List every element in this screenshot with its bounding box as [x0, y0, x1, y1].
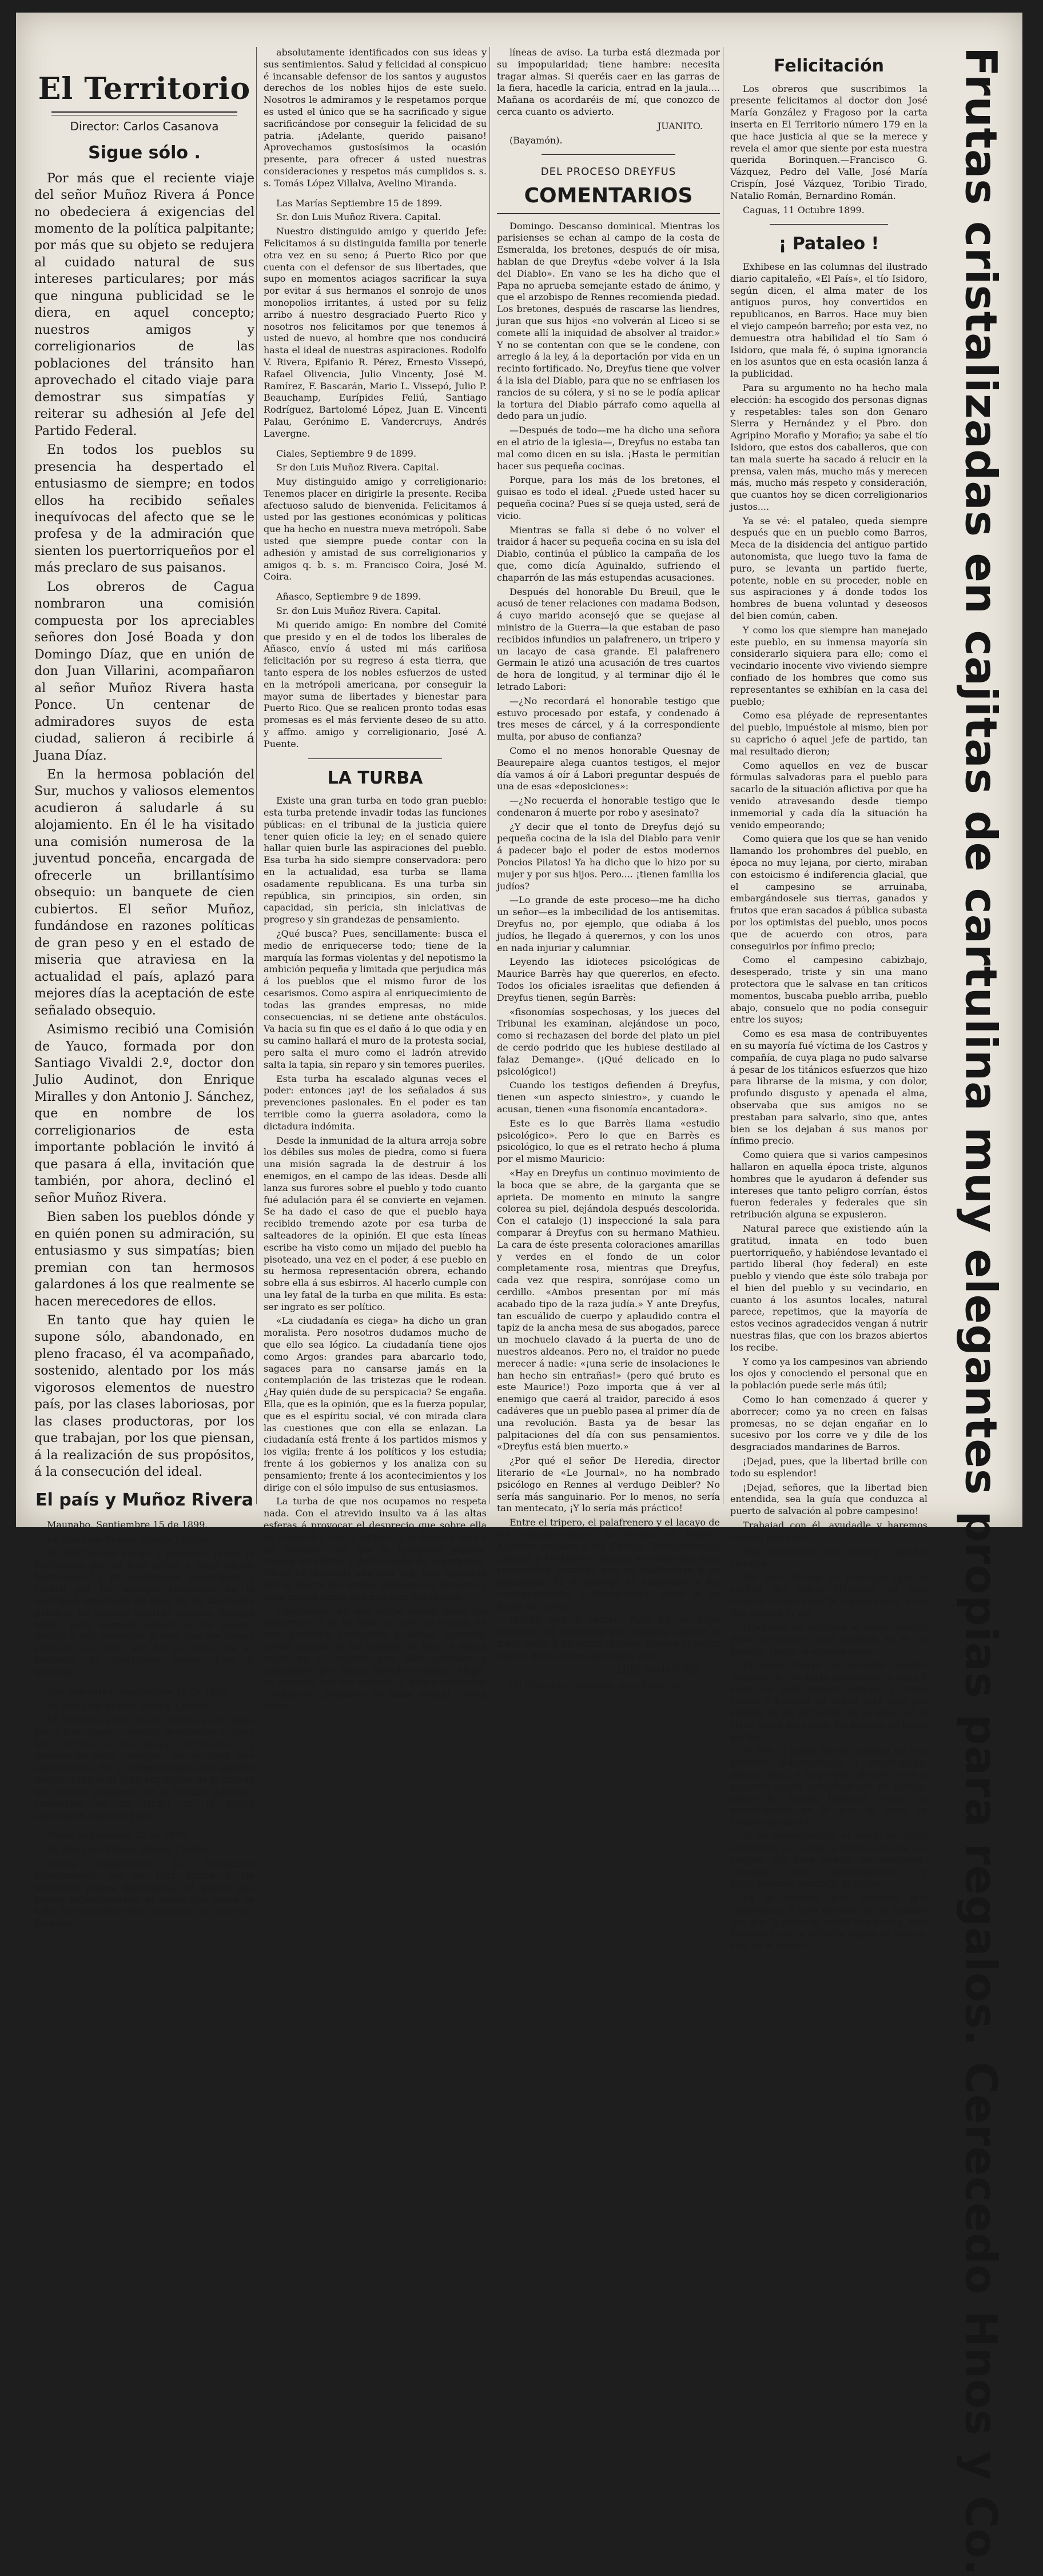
- article-paragraph: Como quiera que si varios campesinos hallaron en aquella época triste, algunos hombres que le ayudaron á defender sus intereses que tanto peligro corrían, éstos fueron federales y federales que sin retribución alguna se expusieron.: [730, 1149, 927, 1220]
- article-paragraph: En tanto que hay quien le supone sólo, abandonado, en pleno fracaso, él va acompañado, sostenido, alentado por los más vigorosos elementos de nuestro país, por las clases laboriosas, por las clases productoras, por los que trabajan, por los que piensan, á la realización de sus propósitos, á la consecución del ideal.: [34, 1313, 254, 1480]
- headline-sigue-solo: Sigue sólo .: [88, 143, 201, 163]
- column-3: [489, 47, 720, 1691]
- letter-body: Mi humilde, pero sincero saludo á tan digno jefe y á su digna consorte; deseándole á usted feliz arribo á las playas borincanas, y deseándole éxito completo en el ideal que sustentamos. Yo, el último soldado del ejército liberal, suplico al gran arquitecto de lo creado que pronto podamos ver al terruño adorado, convertido en un jardín de la Unión Americana. Adriano Pozo.: [34, 1715, 254, 1821]
- article-paragraph: Los obreros de Cagua nombraron una comisión compuesta por los apreciables señores don José Boada y don Domingo Díaz, que en unión de don Juan Villarini, acompañaron al señor Muñoz Rivera hasta Ponce. Un centenar de admiradores suyos de esta ciudad, salieron á recibirle á Juana Díaz.: [34, 580, 254, 763]
- letter-recipient: Sr don Luis Muñoz Rivera. Capital.: [276, 462, 439, 473]
- article-paragraph: ¡Dejad, señores, que la libertad bien entendida, sea la guía que conduzca al puerto de salvación al pobre campesino!: [730, 1481, 927, 1517]
- article-paragraph: ¡Magnate en embrión el señor Sierra! ¡Qué sarcasmo! ¡Qué atrevido es el tío Isidoro! ¡Vaya, la envidia reina!: [730, 1622, 927, 1656]
- letter-continuation: absolutamente identificados con sus ideas y sus sentimientos. Salud y felicidad al conspicuo é incansable defensor de los santos y augustos derechos de los nobles hijos de este suelo. Nosotros le admiramos y le respetamos porque es usted el único que se ha sacrificado y sigue sacrificándose por conseguir la felicidad de su patria. ¡Adelante, querido paisano! Aprovechamos gustosísimos la ocasión presente, para ofrecer á usted nuestras consideraciones y respetos más cumplidos s. s. s. Tomás López Villalva, Avelino Miranda.: [264, 47, 487, 189]
- article-paragraph: —Después de todo—me ha dicho una señora en el atrio de la iglesia—, Dreyfus no estaba tan mal como dicen en su isla. ¡Hasta le permitían hacer sus pequeña cocinas.: [497, 425, 720, 472]
- letter-body: Mi distinguido amigo y pariente. Doble la bienvenida por su feliz arribo á estas playas borincanas. Y mi felicitación espontánea y cordial por los trabajos realizados en la metrópoli americana en favor de las libertades públicas de nuestro querido terruño. Aunque tarde, pero siempre seguro es mi saludo, debido á mis dolencias graves que me tienen postrado en cama, ese fué el motivo de mi tardanza. Su afectísimo amigo, Juan T. Santiago.: [34, 1547, 254, 1678]
- article-paragraph: —¿No recuerda el honorable testigo que le condenaron á muerte por robo y asesinato?: [497, 795, 720, 818]
- article-paragraph: —Lo grande de este proceso—me ha dicho un señor—es la imbecilidad de los antisemitas. Dreyfus no, por ejemplo, que odiaba á los judíos, he llegado á querernos, y con los unos en nada injuriar y calumniar.: [497, 894, 720, 953]
- letter-recipient: Sr. don Luis Muñoz Rivera. Capital.: [47, 1844, 212, 1855]
- article-paragraph: Exhibese en las columnas del ilustrado diario capitaleño, «El País», el tío Isidoro, según dicen, el alma mater de los antiguos puros, hoy convertidos en republicanos, en Barros. Hace muy bien el viejo campeón barreño; por esta vez, no demuestra otra habilidad el tío Sam ó Isidoro, que mala fé, ó supina ignorancia en los asuntos que en esta ocasión lanza á la publicidad.: [730, 261, 927, 380]
- letter: [34, 1830, 254, 1929]
- article-paragraph: Desde la inmunidad de la altura arroja sobre los débiles sus moles de piedra, como si fuera una misión sagrada la de destruir á los enemigos, en el campo de las ideas. Desde allí lanza sus furores sobre el pueblo y todo cuanto fué adulación para él se convierte en vejamen. Se ha dado el caso de que el pueblo haya recibido tremendo azote por esa turba de salteadores de la opinión. El que esta líneas escribe ha visto como un mijado del pueblo ha pisoteado, una vez en el poder, á ese pueblo en su hermosa representación obrera, echando sobre ella á sus esbirros. Al hacerlo cumple con una ley fatal de la turba en que milita. Es esta: ser ingrato es ser político.: [264, 1135, 487, 1312]
- article-paragraph: Por más que el reciente viaje del señor Muñoz Rivera á Ponce no obedeciera á exigencias del momento de la política palpitante; por más que su objeto se redujera al cuidado natural de sus intereses particulares; por más que ninguna publicidad se le diera, en aquel concepto; nuestros amigos y correligionarios de las poblaciones del tránsito han aprovechado el citado viaje para demostrar sus simpatías y reiterar su adhesión al Jefe del Partido Federal.: [34, 171, 254, 438]
- headline-la-turba: LA TURBA: [327, 768, 423, 788]
- article-paragraph: En todos los pueblos su presencia ha despertado el entusiasmo de siempre; en todos ellos ha recibido señales inequívocas del afecto que se le profesa y de la admiración que sienten los puertorriqueños por el más preclaro de sus paisanos.: [34, 443, 254, 576]
- advertisement-text: Frutas cristalizadas en cajitas de cartulina muy elegantes propias para regalos. Cerecedo Hnos y Co.: [956, 47, 1007, 2576]
- article-paragraph: Como el campesino cabizbajo, desesperado, triste y sin una mano protectora que le salvase en tan críticos momentos, buscaba pueblo arriba, pueblo abajo, consuelo que no podía conseguir entre los suyos;: [730, 954, 927, 1025]
- article-paragraph: Leyendo las idioteces psicológicas de Maurice Barrès hay que quererlos, en efecto. Todos los oficiales israelitas que defienden á Dreyfus tienen, según Barrès:: [497, 956, 720, 1003]
- letter-date: Ciales, Septiembre 9 de 1899.: [276, 448, 417, 459]
- article-paragraph: ¡Ahora que á Marat. Pero no se haga ilusiones: no merecerá que ninguna Carlota le mate como á un perro rabioso. Porque el señor Barrès no es de los que dejan vivir....: [497, 1614, 720, 1661]
- article-paragraph: En la hermosa población del Sur, muchos y valiosos elementos acudieron á saludarle á su alojamiento. En él le ha visitado una comisión numerosa de la juventud ponceña, encargada de ofrecerle un brillantísimo obsequio: un banquete de cien cubiertos. El señor Muñoz, fundándose en razones políticas de gran peso y en el estado de miseria que atraviesa en la actualidad el país, aplazó para mejores días la aceptación de este señalado obsequio.: [34, 768, 254, 1018]
- article-paragraph: Domingo. Descanso dominical. Mientras los parisienses se echan al campo de la costa de Esmeralda, los bretones, después de oír misa, hablan de que Dreyfus «debe volver á la Isla del Diablo». En vano se les ha dicho que el Papa no aprueba semejante estado de ánimo, y que el arzobispo de Rennes recomienda piedad. Los bretones, después de rascarse las liendres, juran que sus hijos «no volverán al Liceo si se comete allí la iniquidad de absolver al traidor.» Y no se contentan con que se le condene, con arreglo á la ley, á la deportación por vida en un recinto fortificado. No, Dreyfus tiene que volver á la isla del Diablo, para que no se enfriasen los rancios de su cólera, y si no se le podía aplicar la tortura del Diablo párrafo como aquella al dedo para un judío.: [497, 220, 720, 422]
- section-divider: [542, 154, 675, 155]
- article-paragraph: Esta turba ha escalado algunas veces el poder: entonces ¡ay! de los señalados á sus prevenciones pasionales. En el poder es tan terrible como la guerra asoladora, como la dictadura indómita.: [264, 1073, 487, 1132]
- article-paragraph: Y como los que siempre han manejado este pueblo, en su inmensa mayoría sin considerarlo siquiera para ello; como el vecindario inocente vivo viviendo siempre confiado de los hombres que como sus representantes se exhibían en la casa del pueblo;: [730, 624, 927, 707]
- article-paragraph: Como aquellos en vez de buscar fórmulas salvadoras para el pueblo para sacarlo de la situación aflictiva por que ha venido atravesando desde tiempo inmemorial y cada día la situación ha venido empeorando;: [730, 760, 927, 830]
- article-paragraph: ¿Y decir que el tonto de Dreyfus dejó su pequeña cocina de la isla del Diablo para venir á padecer bajo el poder de estos modernos Poncios Pilatos! Ya ha dicho que lo hizo por su mujer y por sus hijos. Pero.... ¡tienen familia los judíos?: [497, 821, 720, 892]
- letter-date: San Sebastián, Septiembre 12 de 1899.: [47, 1686, 231, 1698]
- article-paragraph: Bien saben los pueblos dónde y en quién ponen su admiración, su entusiasmo y sus simpatías; bien premian con tan hermosos galardones á los que realmente se hacen merecedores de ellos.: [34, 1210, 254, 1309]
- article-signature: LUIS BONAFOUX.: [616, 1664, 703, 1675]
- headline-el-pais: El país y Muñoz Rivera: [35, 1489, 253, 1510]
- article-paragraph: Es el hombre más modesto que conocemos; y cosa extraña en un hombre que por la posición social que ocupa, está llamado á ser la primera figura en Barros. Hoy se le zahiere: [730, 1892, 927, 1951]
- headline-pataleo: ¡ Pataleo !: [778, 234, 879, 254]
- article-paragraph: Como quiera que los que se han venido llamando los prohombres del pueblo, en época no muy lejana, por cierto, miraban con estoicismo é indiferencia glacial, que el campesino se arruinaba, embargándosele sus tierras, ganados y frutos que eran sacados á pública subasta por los optimistas del pueblo, unos pocos que de acuerdo con otros, para conseguirlos por ínfimo precio;: [730, 833, 927, 952]
- letter-recipient: Sr. don Luis Muñoz Rivera. Capital.: [47, 1700, 212, 1712]
- article-paragraph: ¿Qué busca? Pues, sencillamente: busca el medio de enriquecerse todo; tiene de la marquía las formas violentas y del nepotismo la ambición pequeña y limitada que perjudica más á los pueblos que el mismo furor de los cesarismos. Como aspira al enriquecimiento de todas las grandes empresas, no mide consecuencias, ni se detiene ante obstáculos. Va hacia su fin que es el daño á lo que odia y en su camino hallará el muro de la protesta social, pero salta el muro como el ladrón atrevido salta la tapia, sin reparo y sin temores pueriles.: [264, 928, 487, 1070]
- article-paragraph: Natural parece que existiendo aún la gratitud, innata en todo buen puertorriqueño, y habiéndose levantado el partido liberal (hoy federal) en este pueblo y viendo que éste sólo trabaja por el bien del pueblo y su vecindario, en cuanto á los asuntos locales, natural parece, repetimos, que la mayoría de estos vecinos agradecidos vengan á nutrir nuestras filas, que con los brazos abiertos los recibe.: [730, 1223, 927, 1353]
- vertical-advertisement: [941, 47, 1021, 2576]
- article-paragraph: Finalmente: en ese grupo caben todas las impurezas, y se ha dado el caso, no escaso, de que hombres eminentes y almas honradas hayan pasado en un instante lo ideal y hayan caído en el camino que ellos—¡vadidos y engañados por falsas virtudes!—deben elegir, en acuerdo con sus nuevos—y nunca conocidos—políticos. ¡Hombres de alma buena! Sirvan estas: [264, 1605, 487, 1711]
- article-paragraph: ¡Dejad, pues, que la libertad brille con todo su esplendor!: [730, 1456, 927, 1479]
- letter: [264, 448, 487, 584]
- article-paragraph: ¿Por qué el señor De Heredia, director literario de «Le Journal», no ha nombrado psicólogo en Rennes al verdugo Deibler? No sería más sanguinario. Por lo menos, no sería tan mentecato, ¡Y lo sería más práctico!: [497, 1455, 720, 1514]
- headline-comentarios: COMENTARIOS: [497, 182, 720, 214]
- letter: [34, 1687, 254, 1822]
- masthead-title: El Territorio: [38, 71, 251, 106]
- article-paragraph: —¿No recordará el honorable testigo que estuvo procesado por estafa, y condenado á tres meses de cárcel, y á la correspondiente multa, por abuso de confianza?: [497, 695, 720, 742]
- article-paragraph: Porque, para los más de los bretones, el guisao es todo el ideal. ¿Puede usted hacer su pequeña cocina? Pues sí se queja usted, será de vicio.: [497, 474, 720, 521]
- letter-date: Maunabo, Septiembre 15 de 1899.: [47, 1519, 208, 1531]
- article-paragraph: Existe una gran turba en todo gran pueblo: esta turba pretende invadir todas las funciones públicas: en el tribunal de la justicia quiere tener quien oficie la ley; en el senado quiere hallar quien burle las aspiraciones del pueblo. Esa turba ha sido siempre conservadora: pero en la actualidad, esa turba se llama osadamente republicana. Es una turba sin república, sin principios, sin orden, sin capacidad, sin pericia, sin iniciativas de progreso y sin grandezas de pensamiento.: [264, 795, 487, 925]
- article-paragraph: Para su argumento no ha hecho mala elección: ha escogido dos personas dignas y respetables: tales son don Genaro Sierra y Hernández y el Pbro. don Agripino Morafio y Morafio; ya sabe el tío Isidoro, que estos dos caballeros, que con tan mala suerte ha sacado á relucir en la prensa, valen más, mucho más y merecen más, mucho más respeto y consideración, que cuantos hoy se dicen correligionarios justos....: [730, 382, 927, 512]
- felicitacion-date: Caguas, 11 Octubre 1899.: [743, 204, 865, 215]
- article-paragraph: Este es lo que Barrès llama «estudio psicológico». Pero lo que en Barrès es psicológico, lo que es el retrato hecho á pluma por el mismo Mauricio:: [497, 1117, 720, 1165]
- letter: [264, 198, 487, 440]
- article-paragraph: Como lo han comenzado á querer y aborrecer; como ya no creen en falsas promesas, no se dejan engañar en lo sucesivo por los corre ve y dile de los desgraciados mandarines de Barros.: [730, 1394, 927, 1453]
- section-divider: [770, 224, 888, 225]
- article-paragraph: Esto ennoblece, esto eleva y el pueblo se salva.....: [730, 1545, 927, 1569]
- column-1: [34, 47, 254, 1928]
- article-paragraph: Trabajad con él, ayudadle y haremos buenos patriotas!: [730, 1520, 927, 1543]
- article-paragraph: Si hoy el señor Sierra disfruta de una posición independiente y desahogada, débelo, pues, á su propio esfuerzo, y es el segundo mayor contribuyente de Barros, jamás ha dejado traslucir asomo de pretensiones, es lo que se lama un hombre modesto.: [730, 1745, 927, 1828]
- section-divider: [308, 758, 442, 759]
- article-paragraph: «Hay en Dreyfus un continuo movimiento de la boca que se abre, de la garganta que se aprieta. De momento en minuto la sangre colorea su piel, dejándola después descolorida. Con el catalejo (1) inspeccioné la sala para comparar á Dreyfus con su hermano Mathieu. La cara de éste presenta coloraciones amarillas y verdes en el fondo de un color completamente rosa, mientras que Dreyfus, cada vez que respira, sonrójase como un cerdillo. «Ambos presentan por mí más acabado tipo de la raza judía.» Y ante Dreyfus, tan escuálido de cuerpo y aplaudido contra el tapiz de la ancha mesa de sus abogados, parece un mochuelo clavado á la puerta de uno de nuestros aldeanos. Pero no, el traidor no puede merecer á nadie: «¡una serie de insolaciones le han hecho sin entrañas!» (pero qué bruto es este Maurice!) Pozo importa que á ver al enemigo que caerá al traidor, parecido á esos cadáveres que un pueblo pasea al primer día de una revolución. Basta ya de besar las palpitaciones del día con sus pensamientos. «Dreyfus está bien muerto.»: [497, 1168, 720, 1452]
- article-paragraph: Por eso dijimos al principio que la actitud del señor «Isidoro» en esta ocasión revela mala fé ó ignorancia, ó las dos cosas á la vez.: [730, 1572, 927, 1619]
- masthead-director: Director: Carlos Casanova: [70, 119, 219, 133]
- article-paragraph: Si ha desempeñado el cargo de fiscal municipal, es debido á insistencias de sus amigos. No hace mucho fué nombrado concejal del Ayuntamiento, y seguidamente renunció el cargo.: [730, 1830, 927, 1890]
- letter-recipient: Sr. don Luis Muñoz Rivera. Capital.: [276, 605, 441, 617]
- article-paragraph: Cuando los testigos defienden á Dreyfus, tienen «un aspecto siniestro», y cuando le acusan, tienen «una fisonomía encantadora».: [497, 1080, 720, 1115]
- letter-body: Mi querido amigo: En nombre del Comité que presido y en el de todos los liberales de Añasco, envío á usted mi más cariñosa felicitación por su regreso á esta tierra, que tanto espera de los nobles esfuerzos de usted en la metrópoli americana, por conseguir la mayor suma de libertades y bienestar para Puerto Rico. Que se realicen pronto todas esas promesas es el más ferviente deseo de su atto. y affmo. amigo y correligionario, José A. Puente.: [264, 619, 487, 749]
- article-paragraph: Entre el tripero, el palafrenero y el lacayo de las «deposiciones», lo último es Barrès. Aquellos copiaba á los Carlyle, Schopenhauer, Disraeli y Nietzsche (aunque no entienden esos apreciables hombres que no publicarían á su psicología. Él sí entrega el «sistema» y los «comprenderlos y traducirlos», como le ha dicho un crítico.: [497, 1517, 720, 1611]
- letter-recipient: Sr. don Luis Muñoz Rivera. Capital.: [47, 1533, 212, 1545]
- letter: [264, 591, 487, 750]
- article-paragraph: Después del honorable Du Breuil, que le acusó de tener relaciones con madama Bodson, á cuyo marido aconsejó que se quejase al ministro de la Guerra—la que estaban de paso recibidos infundios un palafrenero, un tripero y un lacayo de casa grande. El palafrenero Germain le atizó una acusación de tres cuartos de hora de longitud, y al terminar dijo él le letrado Labori:: [497, 586, 720, 692]
- article-paragraph: La turba de que nos ocupamos no respeta nada. Con el atrevido insulto va á las altas esferas á provocar el desprecio que sobre ella se acumula y con la sutileza y la mentira baja á los hogares con que la inocencia popular reposa en eterno y dulce sueño de esperanzas. No se ha detenido una sola vez, sino apaleada por la fuerza del orden; entonces se arrastra y besa manos como una meretriz desdeñada.: [264, 1496, 487, 1602]
- article-paragraph: Como esa pléyade de representantes del pueblo, impuéstole al mismo, bien por su capricho ó aquel jefe de partido, tan mal resultado dieron;: [730, 710, 927, 757]
- column-2: [256, 47, 487, 1711]
- felicitacion-body: Los obreros que suscribimos la presente felicitamos al doctor don José María González y Fragoso por la carta inserta en El Territorio número 179 en la que hace justicia al que se la merece y revela el amor que siente por esta nuestra querida Borinquen.—Francisco G. Vázquez, Pedro del Valle, José María Crispín, José Vázquez, Toribio Tirado, Natalio Román, Bernardino Román.: [730, 83, 927, 201]
- kicker-proceso-dreyfus: DEL PROCESO DREYFUS: [540, 166, 676, 178]
- article-paragraph: El señor Sierra no necesita nuestra defensa: su conducta intachable lo pone á salvo de todo encono político y como vecino y hombre de orden está muy por encima de su detractor. Ya se sabe: en el cieno viven los sapos; los buenos en todas partes.: [730, 1659, 927, 1742]
- newspaper-page: [16, 13, 1022, 2576]
- article-paragraph: Como es esa masa de contribuyentes en su mayoría fué víctima de los Castros y compañía, de cuya plaga no pudo salvarse á pesar de los titánicos esfuerzos que hizo para librarse de la misma, y con dolor, profundo disgusto y apenada el alma, observaba que sus amigos no se prestaban para salvarlo, sino que, antes bien se los dejaban á sus manos por ínfimo precio.: [730, 1028, 927, 1147]
- headline-felicitacion: Felicitación: [774, 56, 884, 76]
- letter-date: Añasco, Septiembre 9 de 1899.: [276, 591, 421, 602]
- article-signature: JUANITO.: [657, 120, 703, 131]
- letter-body: Muy distinguido amigo y correligionario: Tenemos placer en dirigirle la presente. Reciba afectuoso saludo de bienvenida. Felicitamos á usted por las gestiones económicas y políticas que ha hecho en nuestra nueva metrópoli. Sabe usted que siempre puede contar con la adhesión y amistad de sus correligionarios y amigos q. b. s. m. Francisco Coira, José M. Coira.: [264, 476, 487, 582]
- letter-date: Las Marías Septiembre 15 de 1899.: [276, 197, 443, 209]
- article-paragraph: Y como ya los campesinos van abriendo los ojos y conociendo el personal que en la población puede serle más útil;: [730, 1356, 927, 1391]
- masthead-rule: [51, 111, 237, 115]
- column-4: [723, 47, 942, 1951]
- letter-body: Ilustre compatricio: Le felicitamos sinceramente por su feliz arribo á las hermosas playas borincanas. El placer que hemos experimentado al saber que usted se halla nuevamente entre nosotros, es inmenso. Estamos: [34, 1858, 254, 1928]
- footnote: [1] ¡Una usted catalejos, gran Mauricio!...: [509, 1680, 693, 1691]
- article-paragraph: «La ciudadanía es ciega» ha dicho un gran moralista. Pero nosotros dudamos mucho de que ello sea lógico. La ciudadanía tiene ojos como Argos: grandes para abarcarlo todo, sagaces para no cansarse jamás en la contemplación de las tristezas que le rodean. ¿Hay quién dude de su perspicacia? Se engaña. Ella, que es la opinión, que es la fuerza popular, que es el espíritu social, vé con mirada clara las cuestiones que con ella se enlazan. La ciudadanía está frente á los partidos mismos y los vigila; frente á los políticos y los estudia; frente á los gobiernos y los analiza con su pensamiento; frente á los acontecimientos y los dirige con el sólo impulso de sus entusiasmos.: [264, 1315, 487, 1493]
- article-paragraph: Como el no menos honorable Quesnay de Beaurepaire alega cuantos testigos, el mejor día vamos á oír á Labori preguntar después de una de esas «deposiciones»:: [497, 745, 720, 792]
- article-paragraph: «fisonomías sospechosas, y los jueces del Tribunal les examinan, alejándose un poco, como si rechazasen del borde del plato un piel de cerdo podrido que les hubiese destilado al falaz Demange». (¡Qué delicado en lo psicológico!): [497, 1006, 720, 1077]
- letter-body: Nuestro distinguido amigo y querido Jefe: Felicitamos á su distinguida familia por tenerle otra vez en su seno; á Puerto Rico por que cuenta con el defensor de sus libertades, que supo en momentos aciagos sacrificar la suya por evitar á sus hermanos el sonrojo de unos monopolios irritantes, á usted por su feliz arribo á nuestro desgraciado Puerto Rico y nosotros nos felicitamos por que tenemos á usted de nuevo, al hombre que nos conducirá hasta el ideal de nuestras aspiraciones. Rodolfo V. Rivera, Epifanio R. Pérez, Ernesto Vissepó, Rafael Olivencia, Julio Vincenty, José M. Ramírez, F. Bascarán, Mario L. Vissepó, Julio P. Beauchamp, Eurípides Feliú, Santiago Rodríguez, Bartolomé López, Juan E. Vincenti Palau, Gerónimo E. Vandercruys, Andrés Lavergne.: [264, 226, 487, 439]
- article-continuation: líneas de aviso. La turba está diezmada por su impopularidad; tiene hambre: necesita tragar almas. Si queréis caer en las garras de la fiera, hacedle la caricia, entrad en la jaula.... Mañana os acordaréis de mí, que conozco de cerca cuanto os advierto.: [497, 47, 720, 117]
- letter-recipient: Sr. don Luis Muñoz Rivera. Capital.: [276, 211, 441, 223]
- letter: [34, 1519, 254, 1678]
- article-paragraph: Asimismo recibió una Comisión de Yauco, formada por don Santiago Vivaldi 2.º, doctor don Julio Audinot, don Enrique Miralles y don Antonio J. Sánchez, que en nombre de los correligionarios de esta importante población le invitó á que pasara á ella, invitación que también, por ahora, declinó el señor Muñoz Rivera.: [34, 1023, 254, 1205]
- letter-date: Moca, Septiembre 12 de 1899.: [47, 1830, 190, 1841]
- article-paragraph: Mientras se falla si debe ó no volver el traidor á hacer su pequeña cocina en su isla del Diablo, continúa el público la campaña de los que, como dicía Aguinaldo, sufriendo el chaparrón de las más estupendas acusaciones.: [497, 524, 720, 583]
- article-place: (Bayamón).: [509, 134, 563, 146]
- article-paragraph: Ya se vé: el pataleo, queda siempre después que en un pueblo como Barros, Meca de la disidencia del antiguo partido autonomista, que luego tuvo la fama de puro, se levanta un partido fuerte, potente, noble en su proceder, noble en sus aspiraciones y á donde todos los hombres de buena voluntad y deseosos del bien común, caben.: [730, 515, 927, 622]
